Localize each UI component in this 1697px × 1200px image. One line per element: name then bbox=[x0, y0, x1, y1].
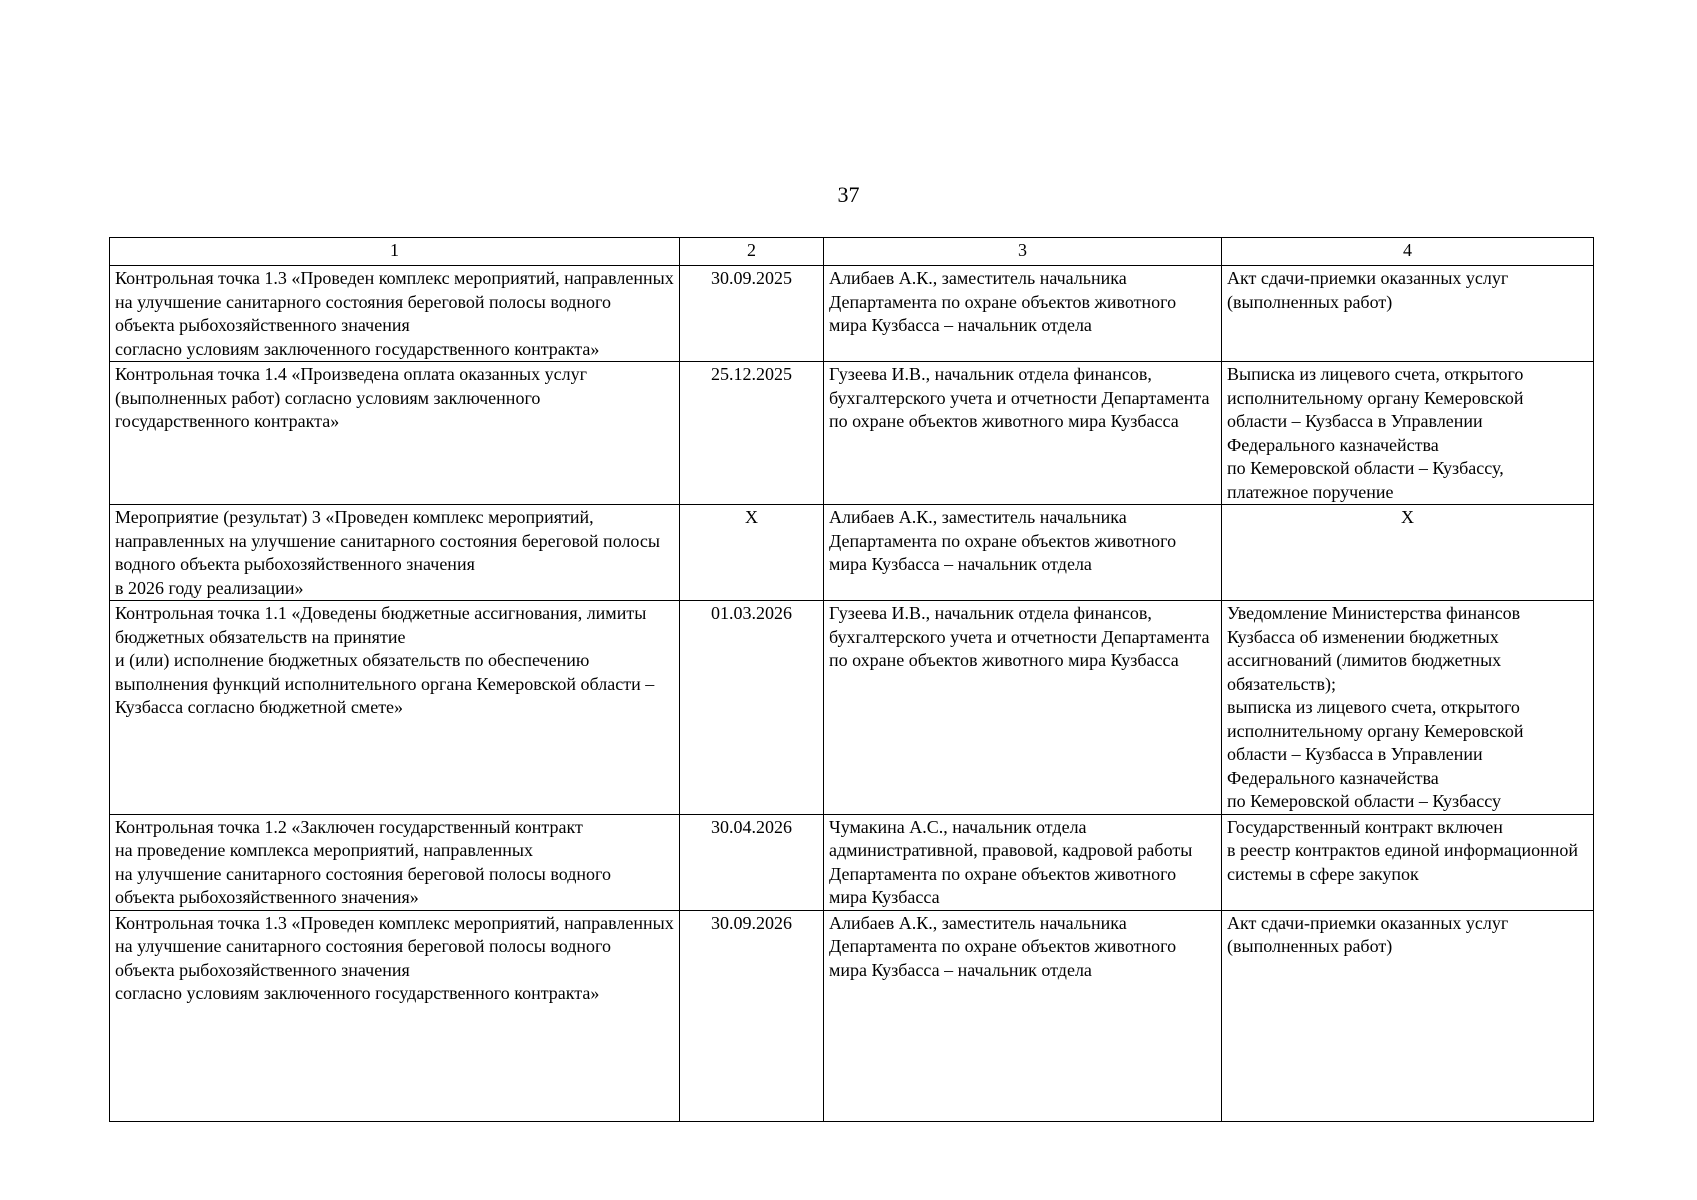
header-col-4: 4 bbox=[1222, 238, 1594, 266]
document-cell: Акт сдачи-приемки оказанных услуг (выполненных работ) bbox=[1222, 266, 1594, 362]
responsible-cell: Гузеева И.В., начальник отдела финансов, бухгалтерского учета и отчетности Департамента по охране объектов животного мира Кузбасса bbox=[824, 362, 1222, 505]
date-cell: 25.12.2025 bbox=[680, 362, 824, 505]
document-cell: X bbox=[1222, 505, 1594, 601]
event-cell: Мероприятие (результат) 3 «Проведен комплекс мероприятий, направленных на улучшение санитарного состояния береговой полосы водного объекта рыбохозяйственного значения в 2026 году реализации» bbox=[110, 505, 680, 601]
page-number: 37 bbox=[837, 182, 860, 207]
date-cell: 30.04.2026 bbox=[680, 814, 824, 910]
document-cell: Акт сдачи-приемки оказанных услуг (выполненных работ) bbox=[1222, 910, 1594, 1121]
responsible-cell: Алибаев А.К., заместитель начальника Департамента по охране объектов животного мира Кузбасса – начальник отдела bbox=[824, 266, 1222, 362]
header-col-1: 1 bbox=[110, 238, 680, 266]
table-row bbox=[110, 505, 1594, 601]
date-cell: X bbox=[680, 505, 824, 601]
date-cell: 30.09.2026 bbox=[680, 910, 824, 1121]
date-cell: 30.09.2025 bbox=[680, 266, 824, 362]
event-cell: Контрольная точка 1.3 «Проведен комплекс мероприятий, направленных на улучшение санитарного состояния береговой полосы водного объекта рыбохозяйственного значения согласно условиям заключенного государственного контракта» bbox=[110, 910, 680, 1121]
table-row bbox=[110, 362, 1594, 505]
implementation-plan-table bbox=[109, 237, 1594, 1122]
header-col-3: 3 bbox=[824, 238, 1222, 266]
table-row bbox=[110, 814, 1594, 910]
table-row bbox=[110, 266, 1594, 362]
table-header-row bbox=[110, 238, 1594, 266]
document-cell: Уведомление Министерства финансов Кузбасса об изменении бюджетных ассигнований (лимитов бюджетных обязательств); выписка из лицевого счета, открытого исполнительному органу Кемеровской области – Кузбасса в Управлении Федерального казначейства по Кемеровской области – Кузбассу bbox=[1222, 601, 1594, 815]
responsible-cell: Чумакина А.С., начальник отдела административной, правовой, кадровой работы Департамента по охране объектов животного мира Кузбасса bbox=[824, 814, 1222, 910]
event-cell: Контрольная точка 1.3 «Проведен комплекс мероприятий, направленных на улучшение санитарного состояния береговой полосы водного объекта рыбохозяйственного значения согласно условиям заключенного государственного контракта» bbox=[110, 266, 680, 362]
event-cell: Контрольная точка 1.1 «Доведены бюджетные ассигнования, лимиты бюджетных обязательств на принятие и (или) исполнение бюджетных обязательств по обеспечению выполнения функций исполнительного органа Кемеровской области – Кузбасса согласно бюджетной смете» bbox=[110, 601, 680, 815]
event-cell: Контрольная точка 1.2 «Заключен государственный контракт на проведение комплекса мероприятий, направленных на улучшение санитарного состояния береговой полосы водного объекта рыбохозяйственного значения» bbox=[110, 814, 680, 910]
table-row bbox=[110, 601, 1594, 815]
date-cell: 01.03.2026 bbox=[680, 601, 824, 815]
header-col-2: 2 bbox=[680, 238, 824, 266]
responsible-cell: Алибаев А.К., заместитель начальника Департамента по охране объектов животного мира Кузбасса – начальник отдела bbox=[824, 910, 1222, 1121]
event-cell: Контрольная точка 1.4 «Произведена оплата оказанных услуг (выполненных работ) согласно условиям заключенного государственного контракта» bbox=[110, 362, 680, 505]
responsible-cell: Гузеева И.В., начальник отдела финансов, бухгалтерского учета и отчетности Департамента по охране объектов животного мира Кузбасса bbox=[824, 601, 1222, 815]
document-cell: Выписка из лицевого счета, открытого исполнительному органу Кемеровской области – Кузбасса в Управлении Федерального казначейства по Кемеровской области – Кузбассу, платежное поручение bbox=[1222, 362, 1594, 505]
table-row bbox=[110, 910, 1594, 1121]
document-cell: Государственный контракт включен в реестр контрактов единой информационной системы в сфере закупок bbox=[1222, 814, 1594, 910]
responsible-cell: Алибаев А.К., заместитель начальника Департамента по охране объектов животного мира Кузбасса – начальник отдела bbox=[824, 505, 1222, 601]
